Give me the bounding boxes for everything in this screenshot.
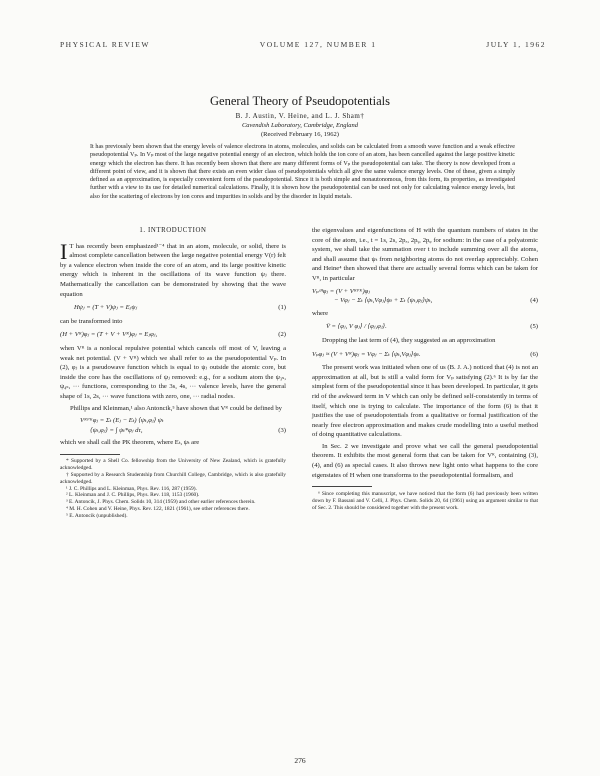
equation-6 [312,350,538,360]
footnote: ⁶ Since completing this manuscript, we have noticed that the form (6) had previously been written down by F. Bassani and V. Celli, J. Phys. Chem. Solids 20, 64 (1961) using an argument similar to that of Sec. 2. This should be considered together with the present work. [312,491,538,512]
footnote: * Supported by a Shell Co. fellowship from the University of New Zealand, which is gratefully acknowledged. [60,457,286,471]
paragraph: In Sec. 2 we investigate and prove what we call the general pseudopotential theorem. It exhibits the most general form that can be taken for Vᴿ, containing (3), (4), and (6) as special cases. It also throws new light onto what happens to the core eigenstates of H when one transforms to the pseudopotential formalism, and [312,442,538,479]
equation-line [60,416,286,426]
intro-paragraph [60,238,286,300]
right-column [312,226,538,512]
footnotes [60,458,286,520]
section-heading: 1. INTRODUCTION [139,227,207,234]
paragraph: when Vᴿ is a nonlocal repulsive potential which cancels off most of V, leaving a weak net potential. (V + Vᴿ) which we shall refer to as the pseudopotential Vₚ. In (2), φⱼ is a pseudowave function which is equal to ψⱼ outside the atomic core, but inside the core has the oscillations of ψⱼ removed: e.g., for a sodium atom the ψ₃ₛ, ψ₄ₛ, ··· functions, corresponding to the 3s, 4s, ··· valence levels, have the general shape of 1s, 2s, ··· wave functions with zero, one, ··· radial nodes. [60,344,286,400]
left-column [60,226,286,520]
equation-number: (6) [530,350,538,358]
equation-body: − Vφⱼ − Σₜ ⟨ψₜ,Vφⱼ⟩ψₜ + Σₜ ⟨ψₜ,φⱼ⟩ψₜ, [334,297,433,305]
paragraph: Phillips and Kleinman,¹ also Antoncik,⁵ have shown that Vᴿ could be defined by [70,404,282,412]
issue-date: JULY 1, 1962 [486,40,546,49]
paragraph: the eigenvalues and eigenfunctions of H with the quantum numbers of states in the core of the atom, i.e., t = 1s, 2s, 2pₓ, 2pᵧ, 2pᵩ for sodium: in the case of a polyatomic system, we shall take the summation over t to include summing over all the atoms, and shall assume that ψₜ from neighboring atoms do not overlap appreciably. Cohen and Heine⁴ then showed that there are actually several forms which can be taken for Vᴿ, in particular [312,227,538,282]
equation-1 [60,303,286,313]
equation-number: (2) [278,331,286,339]
equation-3 [60,416,286,435]
volume-number: VOLUME 127, NUMBER 1 [259,40,377,49]
equation-number: (1) [278,304,286,312]
footnote: ¹ J. C. Phillips and L. Kleinman, Phys. Rev. 116, 287 (1959). [66,485,197,492]
paragraph: The present work was initiated when one of us (B. J. A.) noticed that (4) is not an approximation at all, but is still a valid form for Vₚ satisfying (2).⁶ It is by far the simplest form of the pseudopotential since it has been developed. In particular, it gets rid of the awkward term in V which can only be defined self-consistently in terms of itself, which one is trying to calculate. The importance of the form (6) is that it justifies the use of pseudopotentials from a qualitative or formal justification of the nearly free electron approximation and makes crude modelling into a useful method of doing quantitative calculations. [312,364,538,439]
paragraph-text: T has recently been emphasized¹⁻⁴ that in an atom, molecule, or solid, there is almost complete cancellation between the large negative potential energy V(r) felt by a valence electron when inside the core of an atom, and its large positive kinetic energy which is inherent in the oscillations of its wave function ψⱼ there. Mathematically the cancellation can be demonstrated by showing that the wave equation [60,242,286,298]
footnote: ² L. Kleinman and J. C. Phillips, Phys. Rev. 118, 1153 (1960). [66,492,200,499]
equation-body: V̄ = ⟨φⱼ, V φⱼ⟩ / ⟨φⱼ,φⱼ⟩. [326,323,387,331]
equation-body: Vₚφⱼ ≈ (V + Vᴿ)φⱼ = Vφⱼ − Σₜ ⟨ψₜ,Vφⱼ⟩ψₜ. [312,350,421,358]
equation-body: Hψⱼ = (T + V)ψⱼ = Eⱼψⱼ [74,304,138,312]
affiliation: Cavendish Laboratory, Cambridge, England [241,122,359,129]
footnote: ³ E. Antoncik, J. Phys. Chem. Solids 10, 314 (1959) and other earlier references therein. [66,499,256,506]
equation-number: (3) [278,426,286,434]
paper-title: General Theory of Pseudopotentials [210,94,390,108]
received-date: (Received February 16, 1962) [261,131,339,138]
paragraph: Dropping the last term of (4), they suggested as an approximation [322,336,496,344]
equation-body: Vₚᶜᴴφⱼ = (V + Vᴿᴾᴷ)φⱼ [312,287,371,295]
equation-5 [312,322,538,332]
footnote-rule [312,486,372,487]
paragraph: which we shall call the PK theorem, where Eₜ, ψₜ are [60,439,200,447]
paragraph: can be transformed into [60,317,123,325]
equation-4 [312,287,538,306]
equation-2 [60,330,286,340]
equation-body: ⟨ψₜ,φⱼ⟩ = ∫ ψₜ*φⱼ dτ, [90,426,143,434]
footnote: ⁵ E. Antoncik (unpublished). [66,513,128,520]
equation-number: (4) [530,297,538,305]
equation-number: (5) [530,323,538,331]
paragraph: where [312,309,329,317]
equation-line [312,296,538,306]
journal-name: PHYSICAL REVIEW [60,40,150,49]
equation-line [312,287,538,297]
footnote: ⁴ M. H. Cohen and V. Heine, Phys. Rev. 122, 1821 (1961), see other references there. [66,506,250,513]
equation-body: Vᴿᴾᴷφⱼ = Σₜ (Eⱼ − Eₜ) ⟨ψₜ,φⱼ⟩ ψₜ [80,417,164,425]
footnotes [312,491,538,512]
running-header [60,40,546,49]
page-number: 276 [294,756,306,765]
equation-body: (H + Vᴿ)φⱼ = (T + V + Vᴿ)φⱼ = Eⱼφⱼ, [60,331,158,339]
footnote: † Supported by a Research Studentship from Churchill College, Cambridge, which is also gratefully acknowledged. [60,471,286,485]
author-list: B. J. Austin, V. Heine, and L. J. Sham† [235,112,365,120]
equation-line [60,426,286,436]
drop-cap: I [60,238,68,264]
footnote-rule [60,454,120,455]
abstract: It has previously been shown that the energy levels of valence electrons in atoms, molecules, and solids can be calculated from a smooth wave function and a weak effective pseudopotential Vₚ. In Vₚ most of the large negative potential energy of an electron, which holds the ion core of an atom, has been cancelled against the large positive kinetic energy which the electron has there. It has recently been shown that there are many different forms of Vₚ the pseudopotential can take. The theory is now developed from a different point of view, and it is shown that there exists an even wider class of pseudopotentials which all give the same valence energy levels. One of these, given a simply defined as an approximation, is especially convenient form of the pseudopotential. Since it is both simple and nonautonomous, from this form, its properties, as investigated further with a view to its use for detailed numerical calculations. Finally, it is shown how the pseudopotential can be used not only for calculating valence energy levels, but also for the scattering of electrons by ion cores and impurities in solids and by the disorder in liquid metals. [90,144,515,200]
